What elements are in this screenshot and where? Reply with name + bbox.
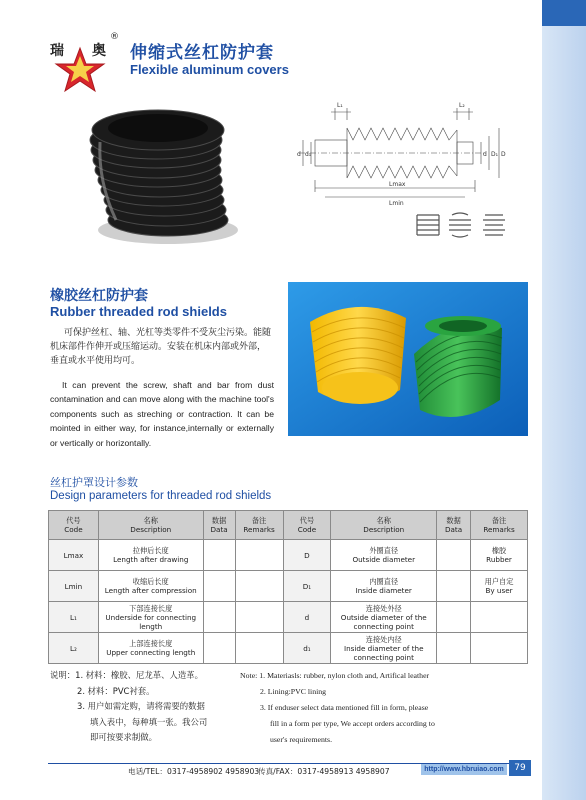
description-en: It can prevent the screw, shaft and bar from dust contamination and can move along with the machine tool's components such as streching or contraction. It can be mointed in either way, for instance,internally or externally or vertically or horizontally. <box>50 380 274 448</box>
remarks-cell <box>235 602 283 633</box>
dim-L2: L₂ <box>459 102 465 109</box>
header-data: 数据 Data <box>203 511 235 540</box>
description-cell: 下部连接长度 Underside for connecting length <box>98 602 203 633</box>
data-cell[interactable] <box>203 540 235 571</box>
footer-fax: 传真/FAX：0317-4958913 4958907 <box>258 767 390 776</box>
footer-website-link[interactable]: http://www.hbruiao.com <box>421 764 507 775</box>
code-cell: d₁ <box>283 633 331 664</box>
note-en-line: 3. If enduser select data mentioned fill in form, please <box>260 703 429 712</box>
remarks-cell <box>471 633 528 664</box>
header-code: 代号 Code <box>49 511 99 540</box>
remarks-cell: 用户自定 By user <box>471 571 528 602</box>
remarks-cell <box>235 540 283 571</box>
technical-drawing <box>285 100 525 245</box>
description-cell: 外圈直径 Outside diameter <box>331 540 437 571</box>
note-en-line: user's requirements. <box>270 735 333 744</box>
section-title-en: Rubber threaded rod shields <box>50 304 227 319</box>
dim-D: D <box>501 151 506 158</box>
remarks-cell <box>235 571 283 602</box>
table-row <box>49 571 528 602</box>
code-cell: D <box>283 540 331 571</box>
data-cell[interactable] <box>203 633 235 664</box>
header-description-2: 名称 Description <box>331 511 437 540</box>
code-cell: L₂ <box>49 633 99 664</box>
footer-phone: 电话/TEL：0317-4958902 4958903 <box>128 767 260 776</box>
section-title-cn: 橡胶丝杠防护套 <box>50 288 148 304</box>
description-cn: 可保护丝杠、轴、光杠等类零件不受灰尘污染。能随机床部件作伸开或压缩运动。安装在机床内部或外部，垂直或水平使用均可。 <box>50 328 272 366</box>
header-remarks: 备注 Remarks <box>235 511 283 540</box>
side-bar-accent <box>542 0 586 26</box>
header-code-2: 代号 Code <box>283 511 331 540</box>
table-row <box>49 633 528 664</box>
code-cell: Lmax <box>49 540 99 571</box>
remarks-cell: 橡胶 Rubber <box>471 540 528 571</box>
notes-en <box>240 668 435 748</box>
dim-d: d <box>297 151 301 158</box>
params-title-en: Design parameters for threaded rod shields <box>50 490 272 502</box>
page-number: 79 <box>509 760 531 776</box>
registered-mark: ® <box>110 32 119 42</box>
data-cell[interactable] <box>437 633 471 664</box>
code-cell: Lmin <box>49 571 99 602</box>
company-logo <box>46 32 119 96</box>
parameter-table <box>48 510 528 664</box>
side-bar <box>542 0 586 800</box>
rubber-shields-photo <box>288 282 528 436</box>
data-cell[interactable] <box>437 602 471 633</box>
dim-d1: d₁ <box>305 151 312 158</box>
note-en-line: fill in a form per type, We accept orders according to <box>270 719 435 728</box>
dim-d-right: d <box>483 151 487 158</box>
description-cell: 连接处内径 Inside diameter of the connecting point <box>331 633 437 664</box>
note-cn-line: 填入表中，每种填一张。我公司 <box>90 716 208 727</box>
header-data-2: 数据 Data <box>437 511 471 540</box>
params-title-cn: 丝杠护罩设计参数 <box>50 476 138 489</box>
header-description: 名称 Description <box>98 511 203 540</box>
data-cell[interactable] <box>437 540 471 571</box>
table-row <box>49 540 528 571</box>
note-cn-line: 3. 用户如需定购，请将需要的数据 <box>77 701 205 711</box>
description-cell: 收缩后长度 Length after compression <box>98 571 203 602</box>
data-cell[interactable] <box>437 571 471 602</box>
dim-Lmin: Lmin <box>389 200 404 207</box>
description-cell: 连接处外径 Outside diameter of the connecting point <box>331 602 437 633</box>
description-cell: 上部连接长度 Upper connecting length <box>98 633 203 664</box>
note-en-line: Note: 1. Materiasls: rubber, nylon cloth and, Artifical leather <box>240 671 430 680</box>
notes-cn <box>50 668 207 746</box>
black-bellows-photo <box>58 102 258 248</box>
dim-D1: D₁ <box>491 151 499 158</box>
remarks-cell <box>471 602 528 633</box>
logo-char-2: 奥 <box>92 43 106 59</box>
code-cell: L₁ <box>49 602 99 633</box>
note-cn-line: 2. 材料：PVC衬套。 <box>77 685 155 696</box>
page-title-cn: 伸缩式丝杠防护套 <box>130 43 274 63</box>
header-remarks-2: 备注 Remarks <box>471 511 528 540</box>
star-logo-icon <box>52 46 108 94</box>
note-cn-line: 即可按要求制做。 <box>90 732 157 742</box>
code-cell: D₁ <box>283 571 331 602</box>
dim-Lmax: Lmax <box>389 181 406 188</box>
logo-char-1: 瑞 <box>50 43 64 59</box>
table-header-row <box>49 511 528 540</box>
code-cell: d <box>283 602 331 633</box>
note-cn-line: 说明：1. 材料：橡胶、尼龙革、人造革。 <box>50 670 204 680</box>
page-title-en: Flexible aluminum covers <box>130 62 289 77</box>
data-cell[interactable] <box>203 571 235 602</box>
note-en-line: 2. Lining:PVC lining <box>260 687 327 696</box>
dim-L1: L₁ <box>337 102 343 109</box>
table-row <box>49 602 528 633</box>
remarks-cell <box>235 633 283 664</box>
description-cell: 内圈直径 Inside diameter <box>331 571 437 602</box>
description-cell: 拉伸后长度 Length after drawing <box>98 540 203 571</box>
data-cell[interactable] <box>203 602 235 633</box>
